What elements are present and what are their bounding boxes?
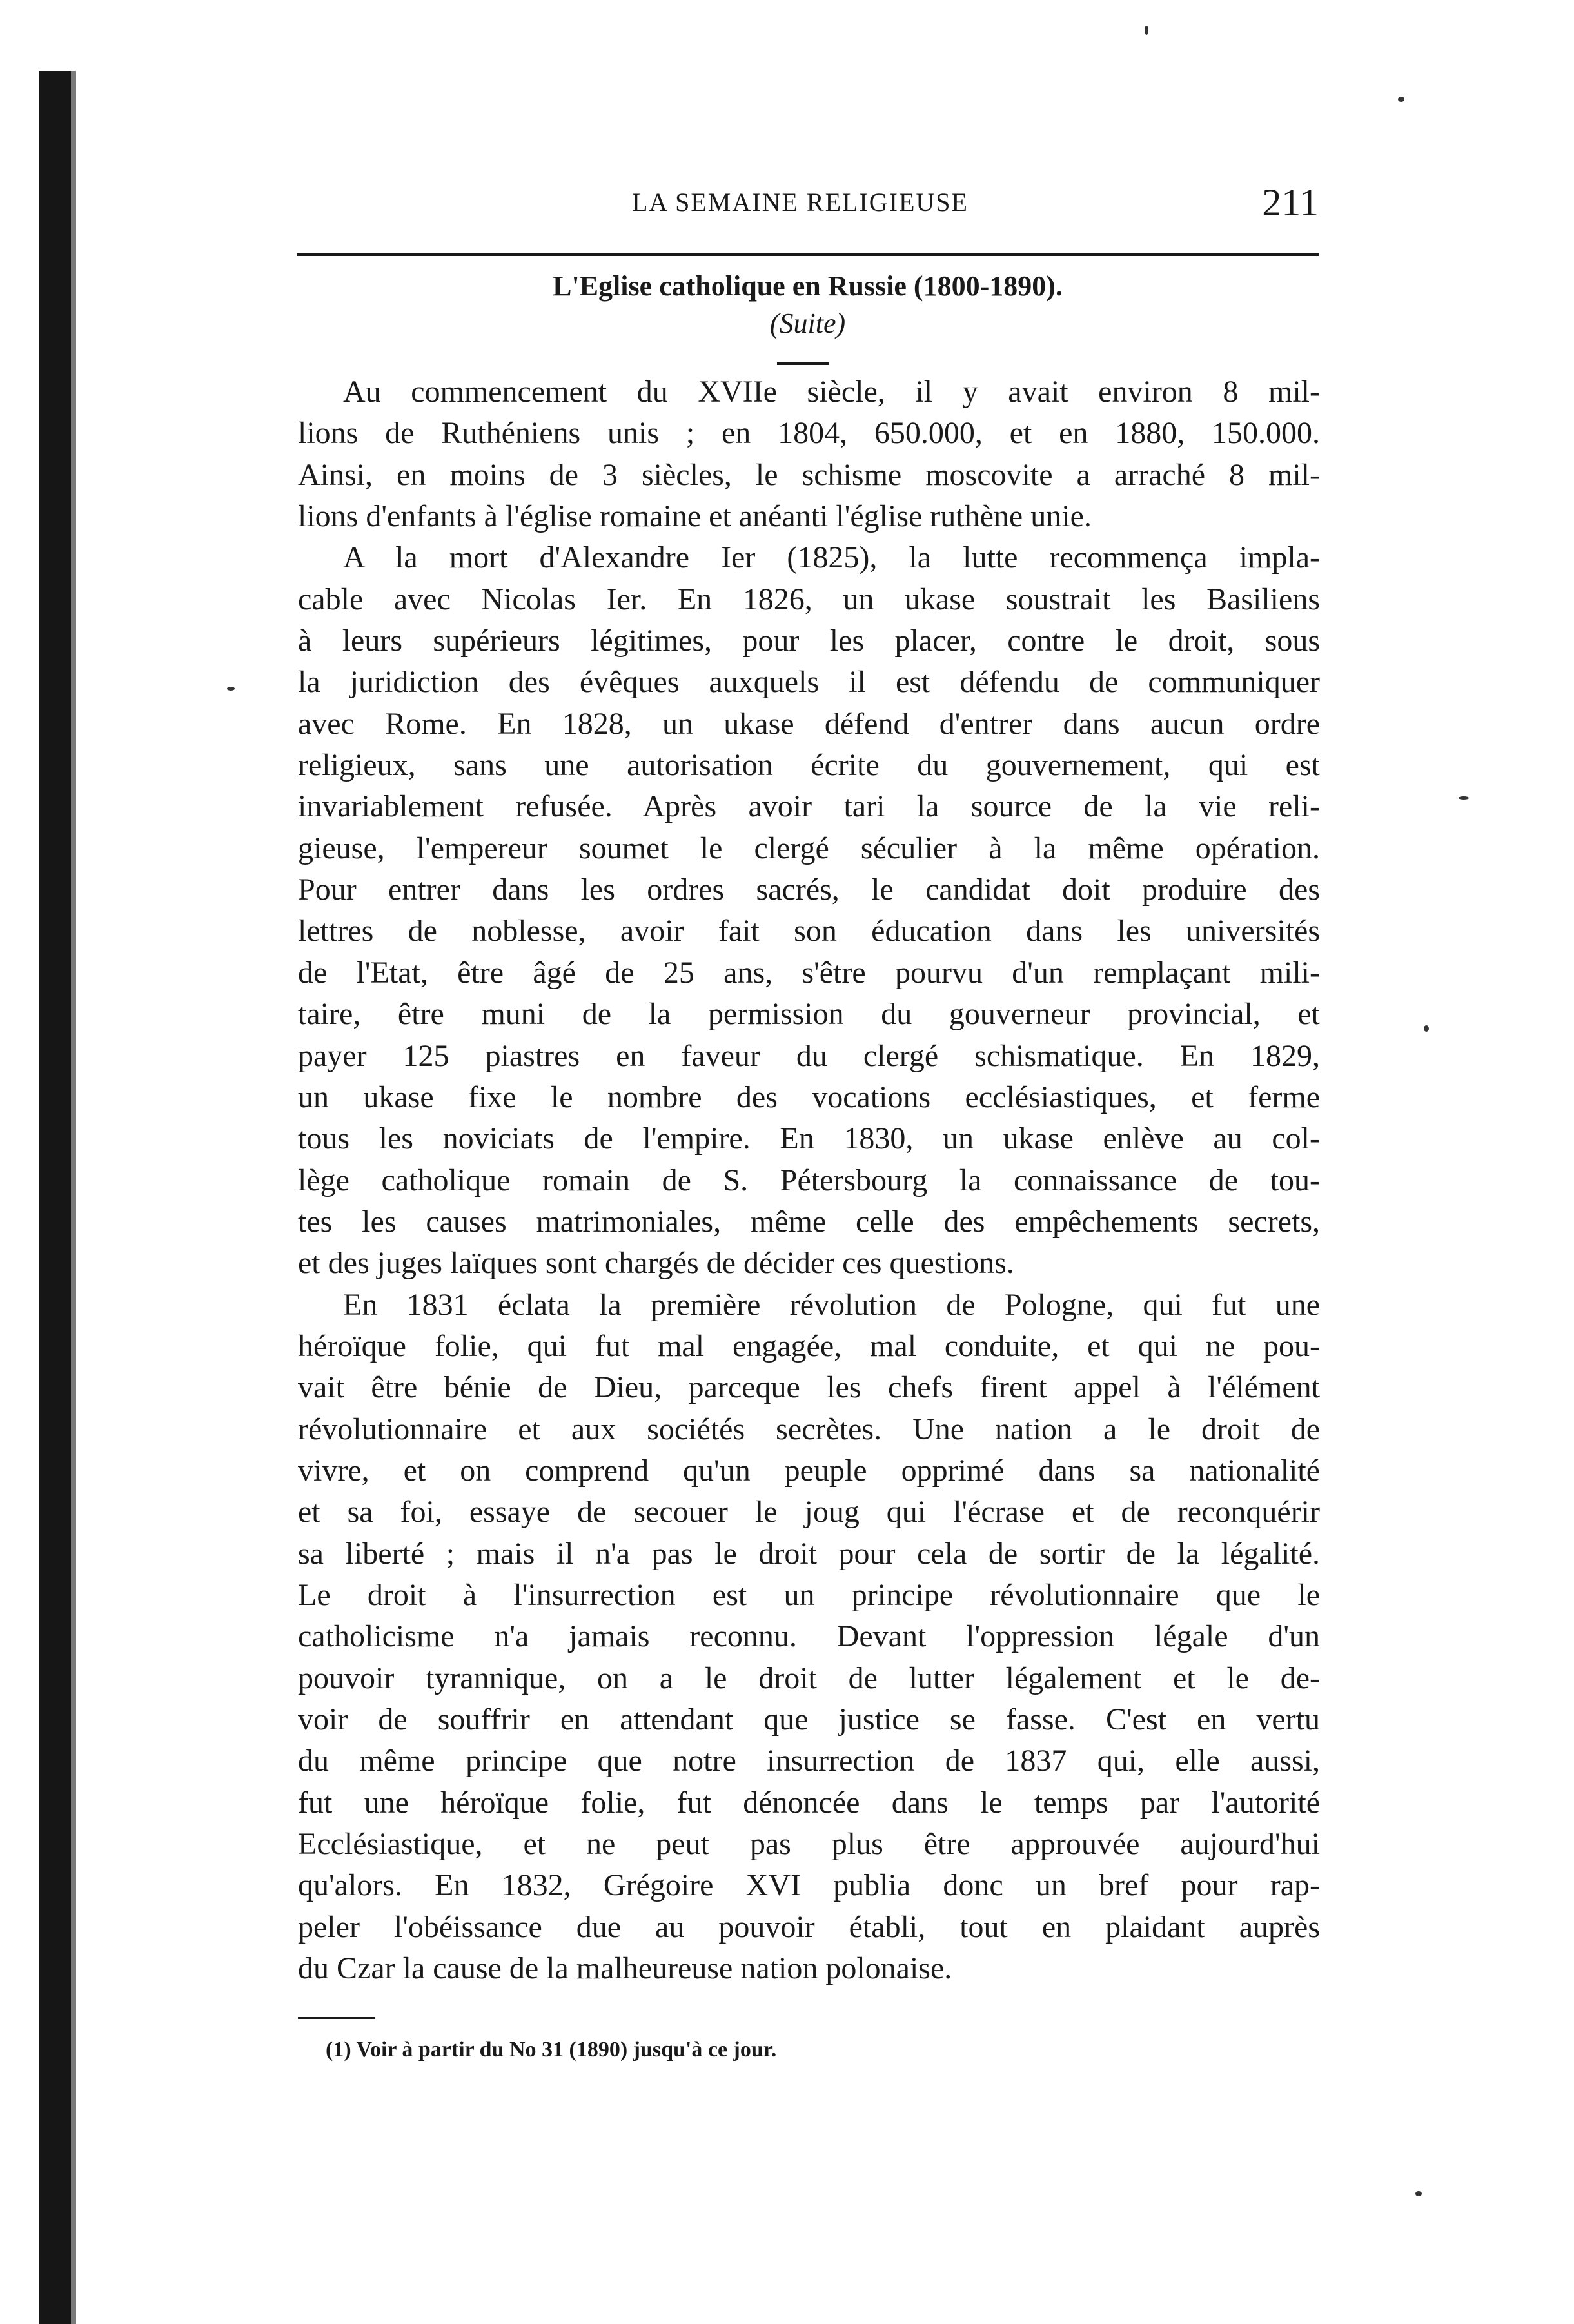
body-line: catholicisme n'a jamais reconnu. Devant l'oppression légale d'un xyxy=(298,1619,1320,1654)
body-line: Au commencement du XVIIe siècle, il y avait environ 8 mil- xyxy=(343,375,1320,409)
scan-binding-edge xyxy=(39,71,71,2324)
body-line: cable avec Nicolas Ier. En 1826, un ukase soustrait les Basiliens xyxy=(298,582,1320,616)
body-line: tous les noviciats de l'empire. En 1830, un ukase enlève au col- xyxy=(298,1121,1320,1156)
title-divider xyxy=(777,362,829,365)
body-line: taire, être muni de la permission du gouverneur provincial, et xyxy=(298,997,1320,1032)
article-subtitle: (Suite) xyxy=(769,308,846,339)
scan-speck xyxy=(1398,97,1404,102)
body-line: Pour entrer dans les ordres sacrés, le candidat doit produire des xyxy=(298,872,1320,907)
page-header xyxy=(297,181,1319,232)
body-line: tes les causes matrimoniales, même celle des empêchements secrets, xyxy=(298,1204,1320,1239)
body-line: Ecclésiastique, et ne peut pas plus être approuvée aujourd'hui xyxy=(298,1827,1320,1862)
body-line: révolutionnaire et aux sociétés secrètes. Une nation a le droit de xyxy=(298,1412,1320,1446)
body-line: lettres de noblesse, avoir fait son éducation dans les universités xyxy=(298,914,1320,949)
body-line: vivre, et on comprend qu'un peuple opprimé dans sa nationalité xyxy=(298,1453,1320,1488)
body-line: lège catholique romain de S. Pétersbourg la connaissance de tou- xyxy=(298,1163,1320,1197)
body-line: la juridiction des évêques auxquels il est défendu de communiquer xyxy=(298,665,1320,700)
header-rule xyxy=(297,253,1319,256)
body-line: peler l'obéissance due au pouvoir établi, tout en plaidant auprès xyxy=(298,1909,1320,1944)
scan-speck xyxy=(1145,26,1148,35)
body-line: sa liberté ; mais il n'a pas le droit pour cela de sortir de la légalité. xyxy=(298,1536,1320,1571)
body-line: un ukase fixe le nombre des vocations ecclésiastiques, et ferme xyxy=(298,1079,1320,1114)
body-line: payer 125 piastres en faveur du clergé schismatique. En 1829, xyxy=(298,1038,1320,1073)
scan-speck xyxy=(1459,796,1469,800)
body-line: vait être bénie de Dieu, parceque les chefs firent appel à l'élément xyxy=(298,1370,1320,1405)
body-line: gieuse, l'empereur soumet le clergé séculier à la même opération. xyxy=(298,831,1320,865)
article-body xyxy=(298,371,1320,1989)
body-line: lions de Ruthéniens unis ; en 1804, 650.000, et en 1880, 150.000. xyxy=(298,416,1320,451)
body-line: religieux, sans une autorisation écrite du gouvernement, qui est xyxy=(298,748,1320,783)
scan-binding-shadow xyxy=(71,71,76,2324)
body-line: voir de souffrir en attendant que justice se fasse. C'est en vertu xyxy=(298,1702,1320,1737)
body-line: lions d'enfants à l'église romaine et anéanti l'église ruthène unie. xyxy=(298,499,1092,534)
body-line: de l'Etat, être âgé de 25 ans, s'être pourvu d'un remplaçant mili- xyxy=(298,955,1320,990)
scan-speck xyxy=(227,687,235,691)
body-line: héroïque folie, qui fut mal engagée, mal conduite, et qui ne pou- xyxy=(298,1328,1320,1363)
body-line: En 1831 éclata la première révolution de Pologne, qui fut une xyxy=(343,1287,1320,1322)
body-line: avec Rome. En 1828, un ukase défend d'entrer dans aucun ordre xyxy=(298,706,1320,741)
page-number: 211 xyxy=(1262,181,1319,224)
article-title: L'Eglise catholique en Russie (1800-1890). xyxy=(553,270,1063,302)
footnote: (1) Voir à partir du No 31 (1890) jusqu'à ce jour. xyxy=(326,2038,777,2062)
body-line: à leurs supérieurs légitimes, pour les placer, contre le droit, sous xyxy=(298,624,1320,658)
body-line: Ainsi, en moins de 3 siècles, le schisme moscovite a arraché 8 mil- xyxy=(298,457,1320,492)
body-line: invariablement refusée. Après avoir tari la source de la vie reli- xyxy=(298,789,1320,824)
running-title: LA SEMAINE RELIGIEUSE xyxy=(632,188,969,217)
body-line: Le droit à l'insurrection est un principe révolutionnaire que le xyxy=(298,1577,1320,1612)
body-line: A la mort d'Alexandre Ier (1825), la lutte recommença impla- xyxy=(343,540,1320,575)
footnote-rule xyxy=(298,2017,375,2019)
body-line: du même principe que notre insurrection de 1837 qui, elle aussi, xyxy=(298,1744,1320,1778)
body-line: et sa foi, essaye de secouer le joug qui l'écrase et de reconquérir xyxy=(298,1495,1320,1530)
body-line: et des juges laïques sont chargés de décider ces questions. xyxy=(298,1246,1014,1281)
scan-speck xyxy=(1424,1025,1429,1032)
body-line: fut une héroïque folie, fut dénoncée dans le temps par l'autorité xyxy=(298,1785,1320,1820)
scan-speck xyxy=(1415,2191,1422,2196)
body-line: du Czar la cause de la malheureuse nation polonaise. xyxy=(298,1951,952,1986)
body-line: qu'alors. En 1832, Grégoire XVI publia donc un bref pour rap- xyxy=(298,1868,1320,1903)
body-line: pouvoir tyrannique, on a le droit de lutter légalement et le de- xyxy=(298,1660,1320,1695)
